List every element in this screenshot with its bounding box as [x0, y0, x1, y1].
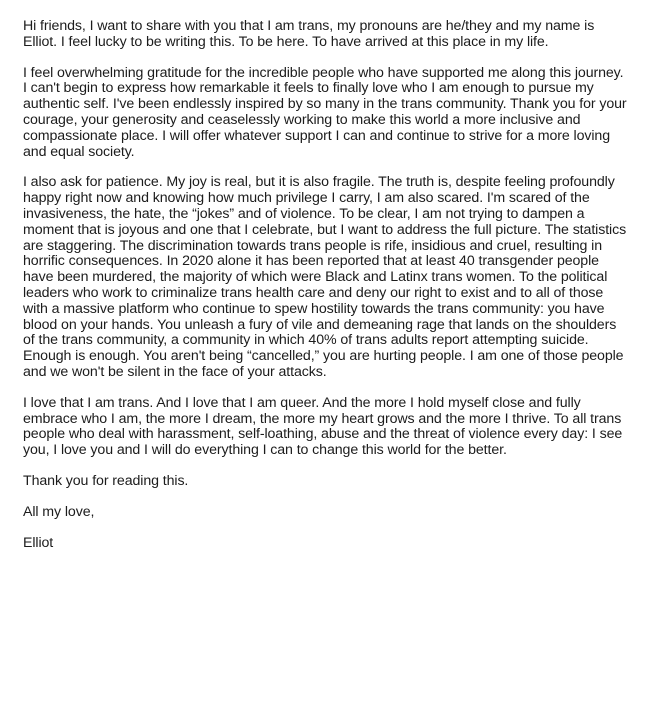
thanks-line: Thank you for reading this.	[23, 472, 189, 489]
love-paragraph: I love that I am trans. And I love that I am queer. And the more I hold myself close and fully embrace who I am, the more I dream, the more my heart grows and the more I thrive. To all trans people who deal with harassment, self-loathing, abuse and the threat of violence every day: I see you, I love you and I will do everything I can to change this world for the better.	[23, 394, 623, 459]
signature: Elliot	[23, 534, 54, 551]
closing-line: All my love,	[23, 503, 95, 520]
patience-paragraph: I also ask for patience. My joy is real, but it is also fragile. The truth is, despite feeling profoundly happy right now and knowing how much privilege I carry, I am also scared. I'm scared of the invasiveness, the hate, the “jokes” and of violence. To be clear, I am not trying to dampen a moment that is joyous and one that I celebrate, but I want to address the full picture. The statistics are staggering. The discrimination towards trans people is rife, insidious and cruel, resulting in horrific consequences. In 2020 alone it has been reported that at least 40 transgender people have been murdered, the majority of which were Black and Latinx trans women. To the political leaders who work to criminalize trans health care and deny our right to exist and to all of those with a massive platform who continue to spew hostility towards the trans community: you have blood on your hands. You unleash a fury of vile and demeaning rage that lands on the shoulders of the trans community, a community in which 40% of trans adults report attempting suicide. Enough is enough. You aren't being “cancelled,” you are hurting people. I am one of those people and we won't be silent in the face of your attacks.	[23, 174, 627, 380]
intro-paragraph: Hi friends, I want to share with you that I am trans, my pronouns are he/they and my name is Elliot. I feel lucky to be writing this. To be here. To have arrived at this place in my life.	[23, 18, 595, 50]
letter-body	[23, 19, 628, 551]
gratitude-paragraph: I feel overwhelming gratitude for the incredible people who have supported me along this journey. I can't begin to express how remarkable it feels to finally love who I am enough to pursue my authentic self. I've been endlessly inspired by so many in the trans community. Thank you for your courage, your generosity and ceaselessly working to make this world a more inclusive and compassionate place. I will offer whatever support I can and continue to strive for a more loving and equal society.	[23, 64, 627, 160]
